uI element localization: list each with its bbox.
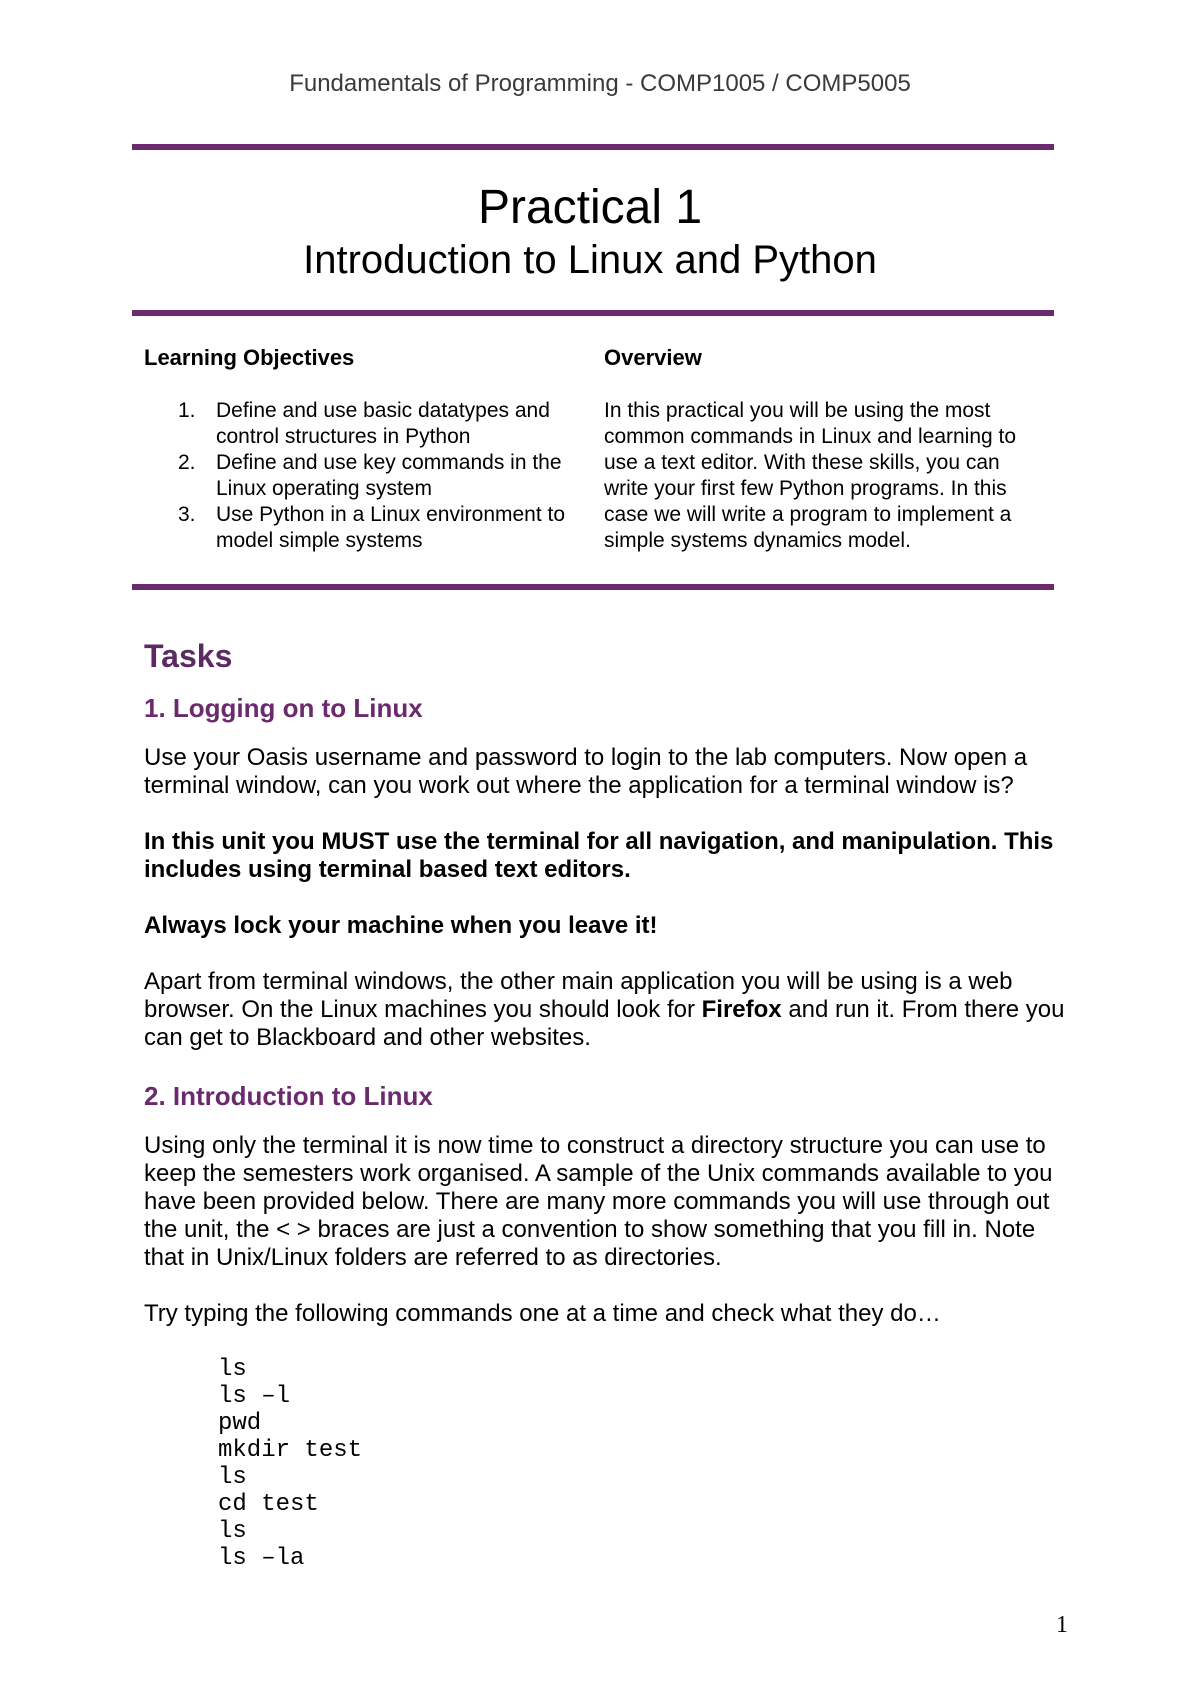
objective-item <box>144 502 574 554</box>
bold-notice: In this unit you MUST use the terminal for all navigation, and manipulation. This includes using terminal based text editors. <box>144 828 1054 883</box>
command-line: ls <box>218 1356 247 1383</box>
command-line: ls –la <box>218 1545 305 1572</box>
objective-number: 3. <box>178 503 196 526</box>
command-line: cd test <box>218 1491 319 1518</box>
learning-objectives-heading: Learning Objectives <box>144 345 355 370</box>
paragraph-text: and run it. From there you can get to Blackboard and other websites. <box>144 996 1065 1051</box>
paragraph: Using only the terminal it is now time to construct a directory structure you can use to keep the semesters work organised. A sample of the Unix commands available to you have been provided below. There are many more commands you will use through out the unit, the < > braces are just a convention to show something that you fill in. Note that in Unix/Linux folders are referred to as directories. <box>144 1132 1053 1271</box>
command-line: pwd <box>218 1410 262 1437</box>
command-line: ls –l <box>218 1383 291 1410</box>
title-divider <box>132 310 1054 316</box>
objective-item <box>144 398 574 450</box>
overview-heading: Overview <box>604 345 702 370</box>
objective-item <box>144 450 574 502</box>
objectives-divider <box>132 584 1054 590</box>
command-list <box>218 1356 1074 1572</box>
objective-text: Define and use basic datatypes and control structures in Python <box>216 399 550 448</box>
objective-text: Use Python in a Linux environment to model simple systems <box>216 503 566 552</box>
tasks-section <box>144 636 1074 1572</box>
firefox-emphasis: Firefox <box>701 996 782 1023</box>
section-heading-logging-on: 1. Logging on to Linux <box>144 693 423 723</box>
top-divider <box>132 144 1054 150</box>
page-title: Practical 1 <box>477 181 703 234</box>
paragraph: Try typing the following commands one at a time and check what they do… <box>144 1300 941 1327</box>
bold-notice: Always lock your machine when you leave it! <box>144 912 658 939</box>
learning-objectives-column <box>144 344 574 554</box>
command-line: ls <box>218 1464 247 1491</box>
paragraph <box>144 968 1074 1052</box>
command-line: mkdir test <box>218 1437 363 1464</box>
objective-number: 2. <box>178 451 196 474</box>
tasks-heading: Tasks <box>144 638 233 674</box>
paragraph: Use your Oasis username and password to login to the lab computers. Now open a terminal window, can you work out where the application for a terminal window is? <box>144 744 1028 799</box>
running-header: Fundamentals of Programming - COMP1005 / COMP5005 <box>289 70 911 97</box>
overview-column <box>604 344 1044 554</box>
learning-objectives-list <box>144 398 574 554</box>
paragraph-text: Apart from terminal windows, the other main application you will be using is a web browser. On the Linux machines you should look for <box>144 968 1013 1023</box>
objective-number: 1. <box>178 399 196 422</box>
objective-text: Define and use key commands in the Linux operating system <box>216 451 562 500</box>
section-heading-intro-linux: 2. Introduction to Linux <box>144 1081 433 1111</box>
command-line: ls <box>218 1518 247 1545</box>
page-number: 1 <box>1056 1612 1068 1638</box>
overview-text: In this practical you will be using the most common commands in Linux and learning to use a text editor. With these skills, you can write your first few Python programs. In this case we will write a program to implement a simple systems dynamics model. <box>604 399 1017 552</box>
page-subtitle: Introduction to Linux and Python <box>303 238 877 282</box>
